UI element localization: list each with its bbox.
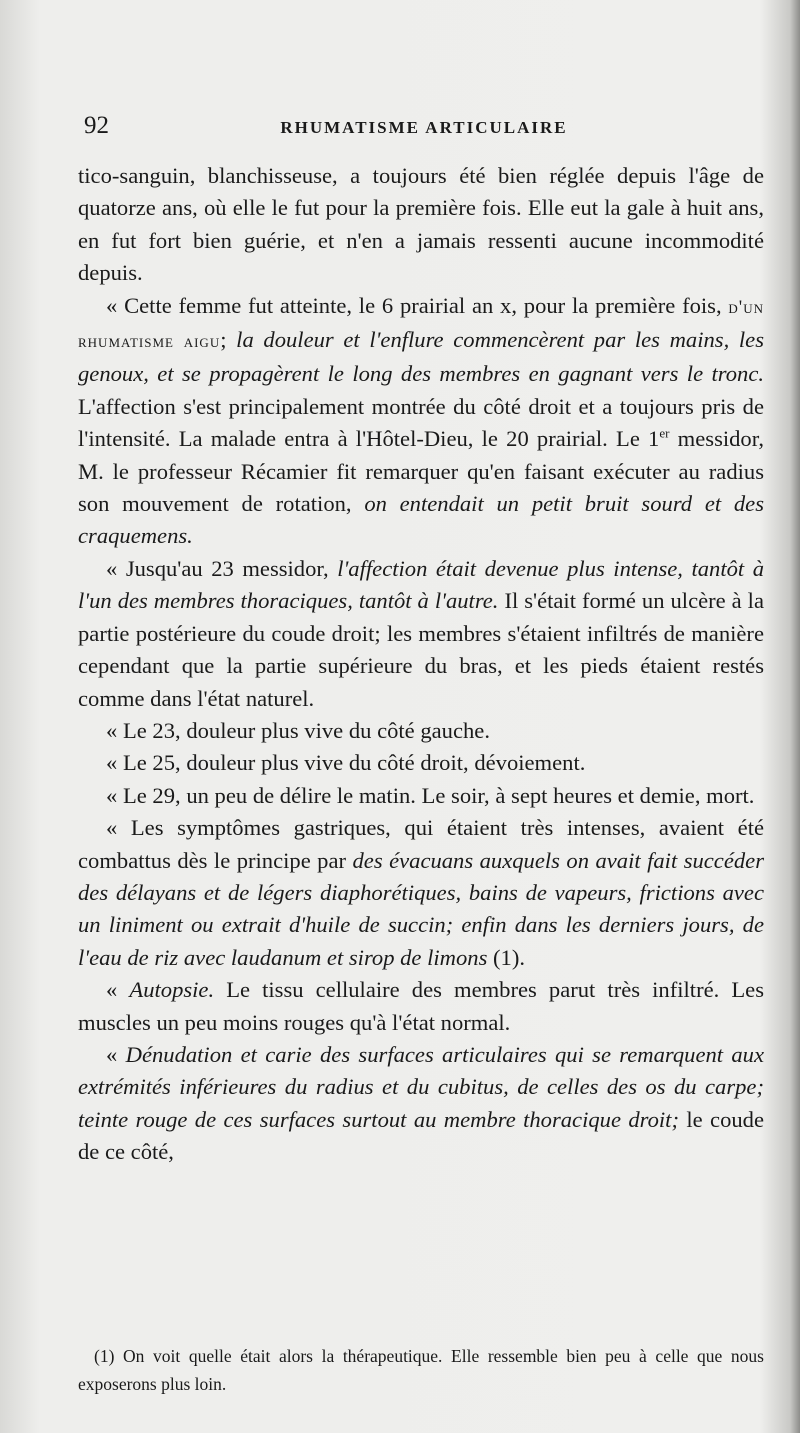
paragraph-7 — [78, 812, 764, 974]
italic-run: on entendait un petit bruit sourd et des craquemens. — [78, 491, 764, 549]
italic-run: la douleur et l'enflure commencèrent par les mains, les genoux, et se propagèrent le long des membres en gagnant vers le tronc. — [78, 327, 764, 387]
italic-run: Autopsie. — [129, 977, 215, 1003]
text-run: « — [106, 977, 130, 1003]
paragraph-8 — [78, 974, 764, 1039]
italic-run: des évacuans auxquels on avait fait succéder des délayans et de légers diaphorétiques, bains de vapeurs, frictions avec un liniment ou extrait d'huile de succin; enfin dans les derniers jours, de l'eau de riz avec laudanum et sirop de limons — [78, 847, 764, 970]
text-run: Le tissu cellulaire des membres parut très infiltré. Les muscles un peu moins rouges qu'à l'état normal. — [78, 977, 764, 1035]
footnote-ref: (1). — [487, 944, 526, 970]
footnote — [78, 1342, 764, 1398]
superscript: er — [659, 425, 670, 441]
text-run: messidor, M. le professeur Récamier fit remarquer qu'en faisant exécuter au radius son mouvement de rotation, — [78, 426, 764, 517]
small-caps-run: d'un rhumatisme aigu — [78, 296, 764, 353]
paragraph-6: « Le 29, un peu de délire le matin. Le soir, à sept heures et demie, mort. — [106, 782, 755, 808]
text-run: « Jusqu'au 23 messidor, — [106, 555, 338, 581]
italic-run: l'affection était devenue plus intense, tantôt à l'un des membres thoraciques, tantôt à l'autre. — [78, 555, 765, 614]
paragraph-4: « Le 23, douleur plus vive du côté gauche. — [106, 717, 490, 743]
body-text — [78, 160, 764, 1169]
running-title: RHUMATISME ARTICULAIRE — [280, 118, 568, 137]
paragraph-1: tico-sanguin, blanchisseuse, a toujours été bien réglée depuis l'âge de quatorze ans, où elle le fut pour la première fois. Elle eut la gale à huit ans, en fut fort bien guérie, et n'en a jamais ressenti aucune incommodité depuis. — [78, 163, 764, 286]
text-run: ; — [220, 327, 237, 353]
text-run: L'affection s'est principalement montrée du côté droit et a toujours pris de l'intensité. La malade entra à l'Hôtel-Dieu, le 20 prairial. Le 1 — [78, 393, 764, 452]
paragraph-2 — [78, 290, 764, 553]
text-run: « — [106, 1041, 126, 1067]
page-header — [84, 112, 764, 146]
text-run: « Cette femme fut atteinte, le 6 prairial an x, pour la première fois, — [106, 292, 729, 318]
paragraph-9 — [78, 1039, 764, 1169]
text-run: Il s'était formé un ulcère à la partie postérieure du coude droit; les membres s'étaient infiltrés de manière cependant que la partie supérieure du bras, et les pieds étaient restés comme dans l'état naturel. — [78, 588, 764, 711]
footnote-text: (1) On voit quelle était alors la thérapeutique. Elle ressemble bien peu à celle que nous exposerons plus loin. — [78, 1346, 764, 1394]
text-run: le coude de ce côté, — [78, 1106, 764, 1165]
paragraph-3 — [78, 553, 764, 715]
italic-run: Dénudation et carie des surfaces articulaires qui se remarquent aux extrémités inférieures du radius et du cubitus, de celles des os du carpe; teinte rouge de ces surfaces surtout au membre thoracique droit; — [78, 1041, 764, 1132]
paragraph-5: « Le 25, douleur plus vive du côté droit, dévoiement. — [106, 750, 586, 776]
page-number: 92 — [84, 112, 109, 139]
text-run: « Les symptômes gastriques, qui étaient très intenses, avaient été combattus dès le principe par — [78, 815, 764, 873]
